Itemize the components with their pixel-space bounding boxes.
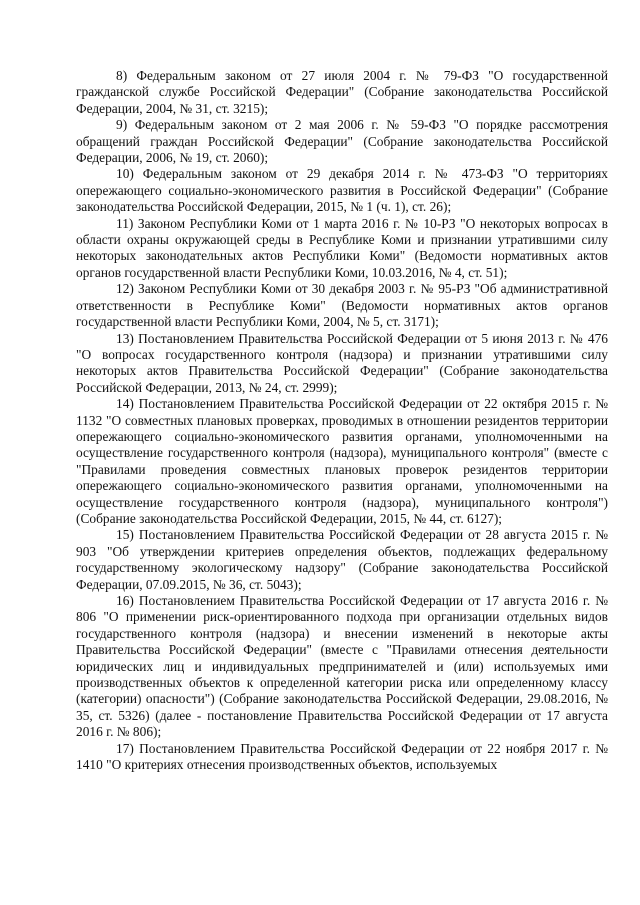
legal-act-list: [76, 68, 608, 773]
list-item: 9) Федеральным законом от 2 мая 2006 г. № 59-ФЗ "О порядке рассмотрения обращений граждан Российской Федерации" (Собрание законодательства Российской Федерации, 2006, № 19, ст. 2060);: [76, 117, 608, 166]
list-item: 11) Законом Республики Коми от 1 марта 2016 г. № 10-РЗ "О некоторых вопросах в области охраны окружающей среды в Республике Коми и признании утратившими силу некоторых законодательных актов Республики Коми" (Ведомости нормативных актов органов государственной власти Республики Коми, 10.03.2016, № 4, ст. 51);: [76, 215, 608, 280]
list-item: 14) Постановлением Правительства Российской Федерации от 22 октября 2015 г. № 1132 "О совместных плановых проверках, проводимых в отношении резидентов территории опережающего социально-экономического развития органами, уполномоченными на осуществление государственного контроля (надзора), муниципального контроля" (вместе с "Правилами проведения совместных плановых проверок резидентов территории опережающего социально-экономического развития органами, уполномоченными на осуществление государственного контроля (надзора), муниципального контроля") (Собрание законодательства Российской Федерации, 2015, № 44, ст. 6127);: [76, 396, 608, 526]
list-item: 8) Федеральным законом от 27 июля 2004 г. № 79-ФЗ "О государственной гражданской службе Российской Федерации" (Собрание законодательства Российской Федерации, 2004, № 31, ст. 3215);: [76, 68, 608, 116]
list-item: 16) Постановлением Правительства Российской Федерации от 17 августа 2016 г. № 806 "О применении риск-ориентированного подхода при организации отдельных видов государственного контроля (надзора) и внесении изменений в некоторые акты Правительства Российской Федерации" (вместе с "Правилами отнесения деятельности юридических лиц и индивидуальных предпринимателей и (или) используемых ими производственных объектов к определенной категории риска или определенному классу (категории) опасности") (Собрание законодательства Российской Федерации, 29.08.2016, № 35, ст. 5326) (далее - постановление Правительства Российской Федерации от 17 августа 2016 г. № 806);: [76, 593, 608, 740]
list-item: 13) Постановлением Правительства Российской Федерации от 5 июня 2013 г. № 476 "О вопросах государственного контроля (надзора) и признании утратившими силу некоторых актов Правительства Российской Федерации" (Собрание законодательства Российской Федерации, 2013, № 24, ст. 2999);: [76, 330, 608, 395]
list-item: 12) Законом Республики Коми от 30 декабря 2003 г. № 95-РЗ "Об административной ответственности в Республике Коми" (Ведомости нормативных актов органов государственной власти Республики Коми, 2004, № 5, ст. 3171);: [76, 281, 608, 330]
list-item: 10) Федеральным законом от 29 декабря 2014 г. № 473-ФЗ "О территориях опережающего социально-экономического развития в Российской Федерации" (Собрание законодательства Российской Федерации, 2015, № 1 (ч. 1), ст. 26);: [76, 166, 608, 215]
list-item: 17) Постановлением Правительства Российской Федерации от 22 ноября 2017 г. № 1410 "О критериях отнесения производственных объектов, используемых: [76, 740, 608, 773]
list-item: 15) Постановлением Правительства Российской Федерации от 28 августа 2015 г. № 903 "Об утверждении критериев определения объектов, подлежащих федеральному государственному экологическому надзору" (Собрание законодательства Российской Федерации, 07.09.2015, № 36, ст. 5043);: [76, 527, 608, 592]
